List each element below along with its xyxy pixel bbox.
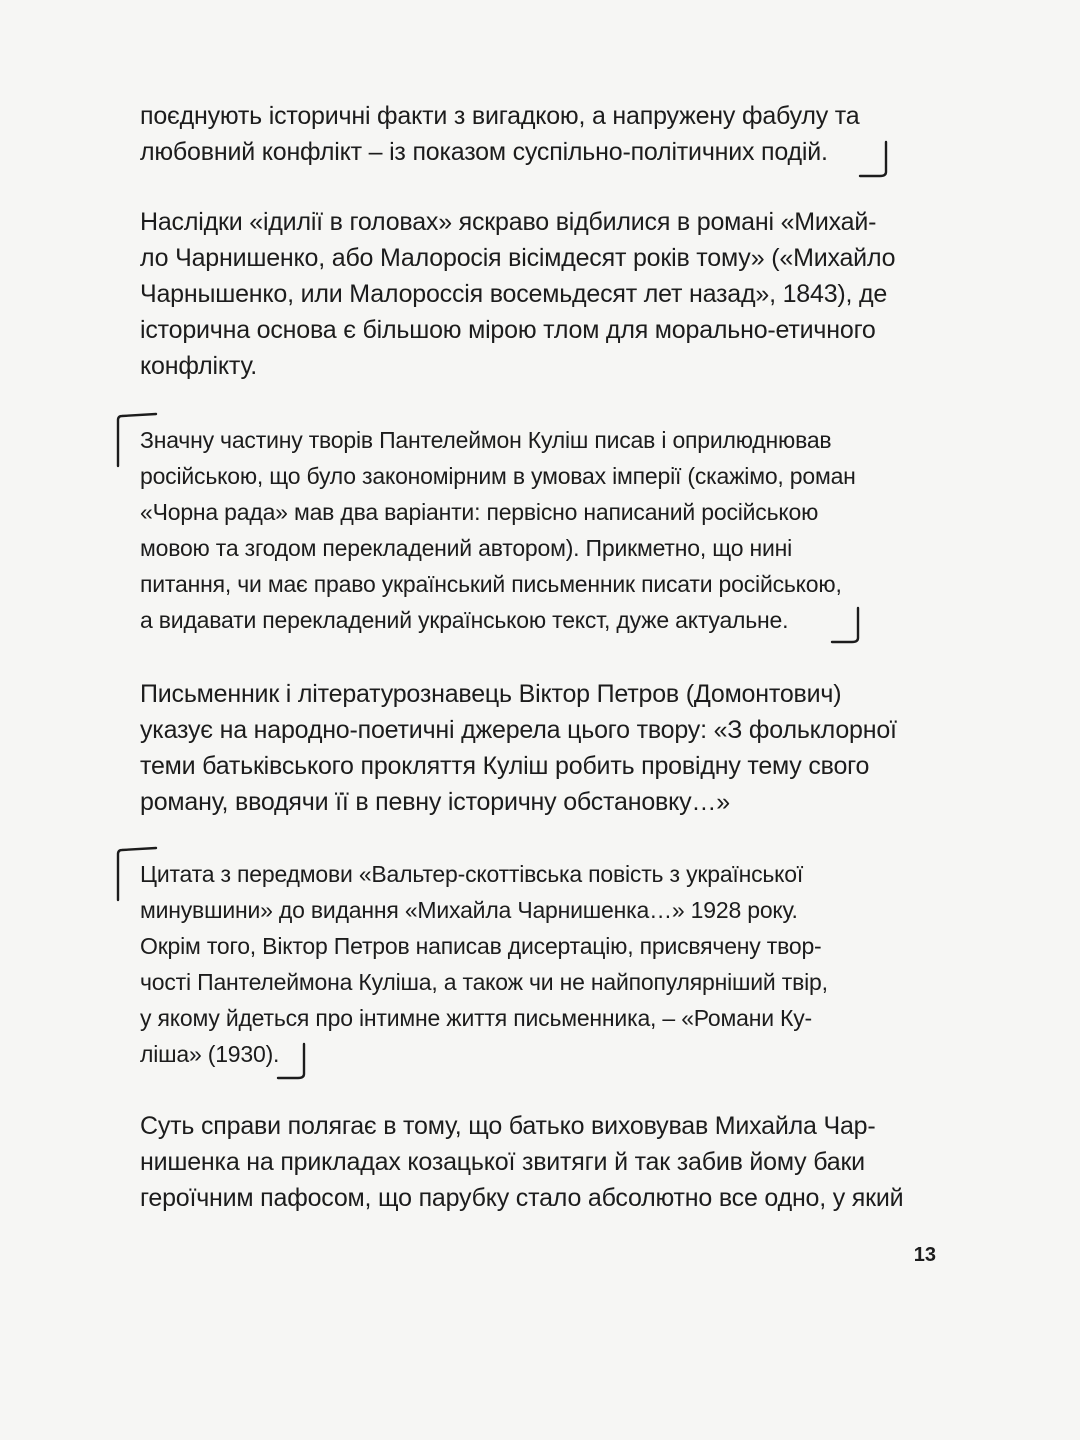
intro-paragraph <box>140 98 930 170</box>
text-line: нишенка на прикладах козацької звитяги й так забив йому баки <box>140 1148 865 1176</box>
close-bracket-mark <box>276 1040 312 1082</box>
text-line: указує на народно-поетичні джерела цього твору: «З фольклорної <box>140 716 897 744</box>
text-line: а видавати перекладений українською текст, дуже актуальне. <box>140 607 789 633</box>
text-line: минувшини» до видання «Михайла Чарнишенка…» 1928 року. <box>140 897 798 923</box>
text-line: Суть справи полягає в тому, що батько виховував Михайла Чар- <box>140 1112 876 1140</box>
text-line: чості Пантелеймона Куліша, а також чи не найпопулярніший твір, <box>140 969 828 995</box>
text-line: Окрім того, Віктор Петров написав дисертацію, присвячену твор- <box>140 933 822 959</box>
text-line: теми батьківського прокляття Куліш робить провідну тему свого <box>140 752 870 780</box>
close-bracket-mark <box>830 604 866 646</box>
text-line: Наслідки «ідилії в головах» яскраво відбилися в романі «Михай- <box>140 208 877 236</box>
text-line: ліша» (1930). <box>140 1041 280 1067</box>
text-line: героїчним пафосом, що парубку стало абсолютно все одно, у який <box>140 1184 904 1212</box>
text-line: Чарнышенко, или Малороссія восемьдесят лет назад», 1843), де <box>140 280 888 308</box>
side-note-2 <box>140 856 900 1072</box>
text-line: любовний конфлікт – із показом суспільно-політичних подій. <box>140 138 828 166</box>
text-line: конфлікту. <box>140 352 257 380</box>
page-number: 13 <box>913 1244 936 1266</box>
text-line: «Чорна рада» мав два варіанти: первісно написаний російською <box>140 499 819 525</box>
text-line: Цитата з передмови «Вальтер-скоттівська повість з української <box>140 861 804 887</box>
text-line: мовою та згодом перекладений автором). Прикметно, що нині <box>140 535 793 561</box>
text-line: роману, вводячи її в певну історичну обстановку…» <box>140 788 730 816</box>
text-line: історична основа є більшою мірою тлом для морально-етичного <box>140 316 876 344</box>
text-line: поєднують історичні факти з вигадкою, а напружену фабулу та <box>140 102 860 130</box>
paragraph-2 <box>140 676 930 820</box>
text-line: питання, чи має право український письменник писати російською, <box>140 571 842 597</box>
paragraph-3 <box>140 1108 930 1216</box>
close-bracket-mark <box>858 138 894 180</box>
text-line: у якому йдеться про інтимне життя письменника, – «Романи Ку- <box>140 1005 813 1031</box>
text-line: Письменник і літературознавець Віктор Петров (Домонтович) <box>140 680 842 708</box>
text-line: Значну частину творів Пантелеймон Куліш писав і оприлюднював <box>140 427 832 453</box>
text-line: ло Чарнишенко, або Малоросія вісімдесят років тому» («Михайло <box>140 244 896 272</box>
text-line: російською, що було закономірним в умовах імперії (скажімо, роман <box>140 463 856 489</box>
paragraph-1 <box>140 204 930 384</box>
side-note-1 <box>140 422 900 638</box>
